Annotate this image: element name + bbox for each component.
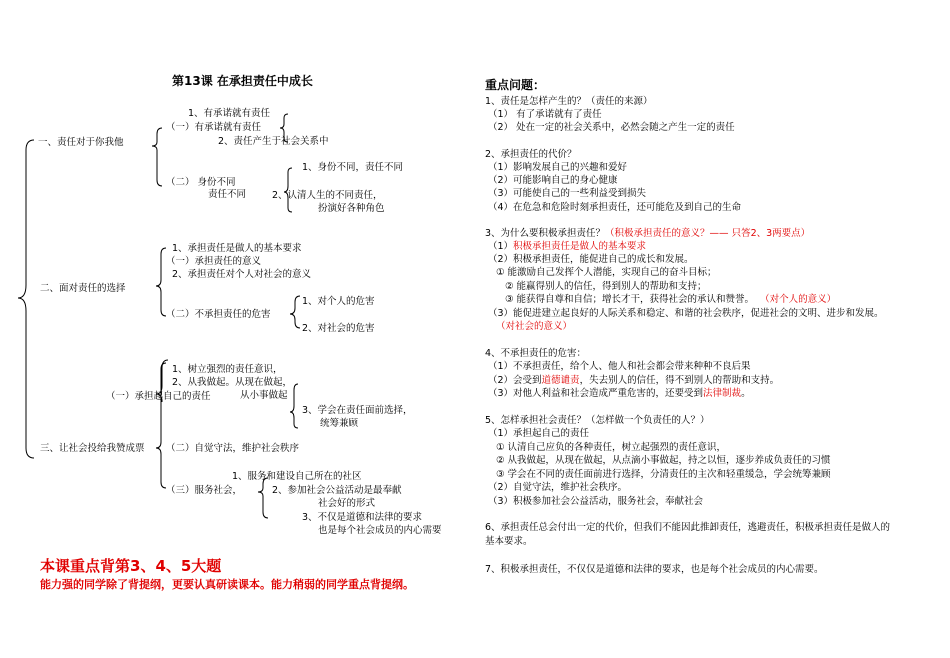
q1-line-1: （1） 有了承诺就有了责任 [488, 109, 602, 120]
q6-line-1: 6、承担责任总会付出一定的代价，但我们不能因此推卸责任，逃避责任，积极承担责任是做人的 [485, 522, 891, 533]
s3-c-item-1: 1、服务和建设自己所在的社区 [232, 471, 362, 482]
s3-a-item-2b: 从小事做起 [240, 390, 288, 401]
s1-a-item-1: 1、有承诺就有责任 [188, 108, 271, 119]
q4-line-2-a: （2）会受到 [488, 375, 542, 386]
q5-title: 5、怎样承担社会责任？（怎样做一个负责任的人？） [485, 415, 710, 426]
s1-a-label: （一）有承诺就有责任 [166, 122, 262, 133]
q6-line-2: 基本要求。 [485, 536, 533, 547]
s3-a-item-3: 3、学会在责任面前选择， [302, 405, 413, 416]
s2-a-label: （一）承担责任的意义 [166, 256, 262, 267]
s3-c-label: （三）服务社会， [166, 485, 243, 496]
q7-line-1: 7、积极承担责任，不仅仅是道德和法律的要求，也是每个社会成员的内心需要。 [485, 564, 824, 575]
q3-line-6: （3）能促进建立起良好的人际关系和稳定、和谐的社会秩序，促进社会的文明、进步和发展。 [488, 308, 884, 319]
s2-b-item-2: 2、对社会的危害 [302, 323, 375, 334]
section-3-label: 三、让社会投给我赞成票 [40, 443, 145, 454]
q4-title: 4、不承担责任的危害： [485, 348, 587, 359]
s3-c-item-3: 3、不仅是道德和法律的要求 [302, 512, 423, 523]
s2-a-item-1: 1、承担责任是做人的基本要求 [172, 243, 302, 254]
s3-c-item-2: 2、参加社会公益活动是最奉献 [272, 485, 402, 496]
s2-a-item-2: 2、承担责任对个人对社会的意义 [172, 269, 312, 280]
s3-b-label: （二）自觉守法，维护社会秩序 [166, 443, 300, 454]
q3-line-2: （2）积极承担责任，能促进自己的成长和发展。 [488, 254, 694, 265]
q2-line-3: （3）可能使自己的一些利益受到损失 [488, 188, 647, 199]
q3-title-note: （积极承担责任的意义？—— 只答2、3两要点） [605, 228, 811, 239]
q3-line-7: （对社会的意义） [496, 321, 573, 332]
q4-line-1: （1）不承担责任，给个人、他人和社会都会带来种种不良后果 [488, 361, 751, 372]
s1-b-item-1: 1、身份不同，责任不同 [302, 162, 404, 173]
q5-line-6: （3）积极参加社会公益活动，服务社会，奉献社会 [488, 496, 704, 507]
s3-a-item-3b: 统筹兼顾 [320, 418, 359, 429]
s1-b-label: （二） 身份不同 [166, 177, 236, 188]
questions-heading: 重点问题： [485, 78, 546, 92]
s1-b-item-2b: 扮演好各种角色 [318, 203, 385, 214]
q3-line-5-note: （对个人的意义） [760, 294, 837, 305]
q5-line-5: （2）自觉守法，维护社会秩序。 [488, 482, 628, 493]
q2-line-4: （4）在危急和危险时刻承担责任，还可能危及到自己的生命 [488, 202, 742, 213]
q3-line-1-red: 积极承担责任是做人的基本要求 [513, 241, 647, 252]
s1-a-item-2: 2、责任产生于社会关系中 [218, 136, 329, 147]
q3-title-text: 3、为什么要积极承担责任？ [485, 228, 606, 239]
notice-text: 能力强的同学除了背提纲，更要认真研读课本。能力稍弱的同学重点背提纲。 [40, 578, 414, 591]
s3-a-item-2: 2、从我做起。从现在做起， [172, 377, 293, 388]
s3-c-item-2b: 社会好的形式 [318, 498, 376, 509]
q3-line-1 [488, 241, 646, 253]
s1-b-item-2: 2、认清人生的不同责任， [272, 190, 383, 201]
q4-line-3-red: 法律制裁 [703, 388, 742, 399]
q5-line-3: ② 从我做起，从现在做起，从点滴小事做起，持之以恒，逐步养成负责任的习惯 [496, 455, 831, 466]
s3-a-item-1: 1、树立强烈的责任意识， [172, 364, 283, 375]
q3-line-5-text: ③ 能获得自尊和自信；增长才干，获得社会的承认和赞誉。 [505, 294, 755, 305]
q4-line-3-b: 。 [741, 388, 751, 399]
q2-line-1: （1）影响发展自己的兴趣和爱好 [488, 162, 628, 173]
q4-line-3-a: （3）对他人利益和社会造成严重危害的，还要受到 [488, 388, 704, 399]
q5-line-4: ③ 学会在不同的责任面前进行选择，分清责任的主次和轻重缓急，学会统筹兼顾 [496, 469, 831, 480]
q2-line-2: （2）可能影响自己的身心健康 [488, 175, 618, 186]
q5-line-2: ① 认清自己应负的各种责任，树立起强烈的责任意识， [496, 442, 727, 453]
q1-line-2: （2） 处在一定的社会关系中，必然会随之产生一定的责任 [488, 122, 735, 133]
q4-line-2-red: 道德谴责 [541, 375, 580, 386]
s2-b-label: （二）不承担责任的危害 [166, 309, 271, 320]
s1-b-label-2: 责任不同 [208, 189, 247, 200]
section-1-label: 一、责任对于你我他 [38, 137, 124, 148]
q3-line-3: ① 能激励自己发挥个人潜能，实现自己的奋斗目标； [496, 267, 717, 278]
q5-line-1: （1）承担起自己的责任 [488, 428, 590, 439]
s2-b-item-1: 1、对个人的危害 [302, 296, 375, 307]
q4-line-2-b: ，失去别人的信任，得不到别人的帮助和支持。 [579, 375, 780, 386]
outline-title: 第13课 在承担责任中成长 [172, 74, 313, 88]
notice-title: 本课重点背第3、4、5大题 [40, 557, 222, 575]
q2-title: 2、承担责任的代价？ [485, 149, 577, 160]
q3-line-1-prefix: （1） [488, 241, 514, 252]
section-2-label: 二、面对责任的选择 [40, 283, 126, 294]
q3-line-5 [505, 294, 836, 306]
s3-a-label: （一）承担起自己的责任 [106, 391, 211, 402]
s3-c-item-3b: 也是每个社会成员的内心需要 [318, 525, 442, 536]
q1-title: 1、责任是怎样产生的？（责任的来源） [485, 96, 653, 107]
q4-line-2 [488, 375, 779, 387]
q4-line-3 [488, 388, 751, 400]
q3-line-4: ② 能赢得别人的信任，得到别人的帮助和支持； [505, 281, 707, 292]
q3-title [485, 228, 810, 240]
